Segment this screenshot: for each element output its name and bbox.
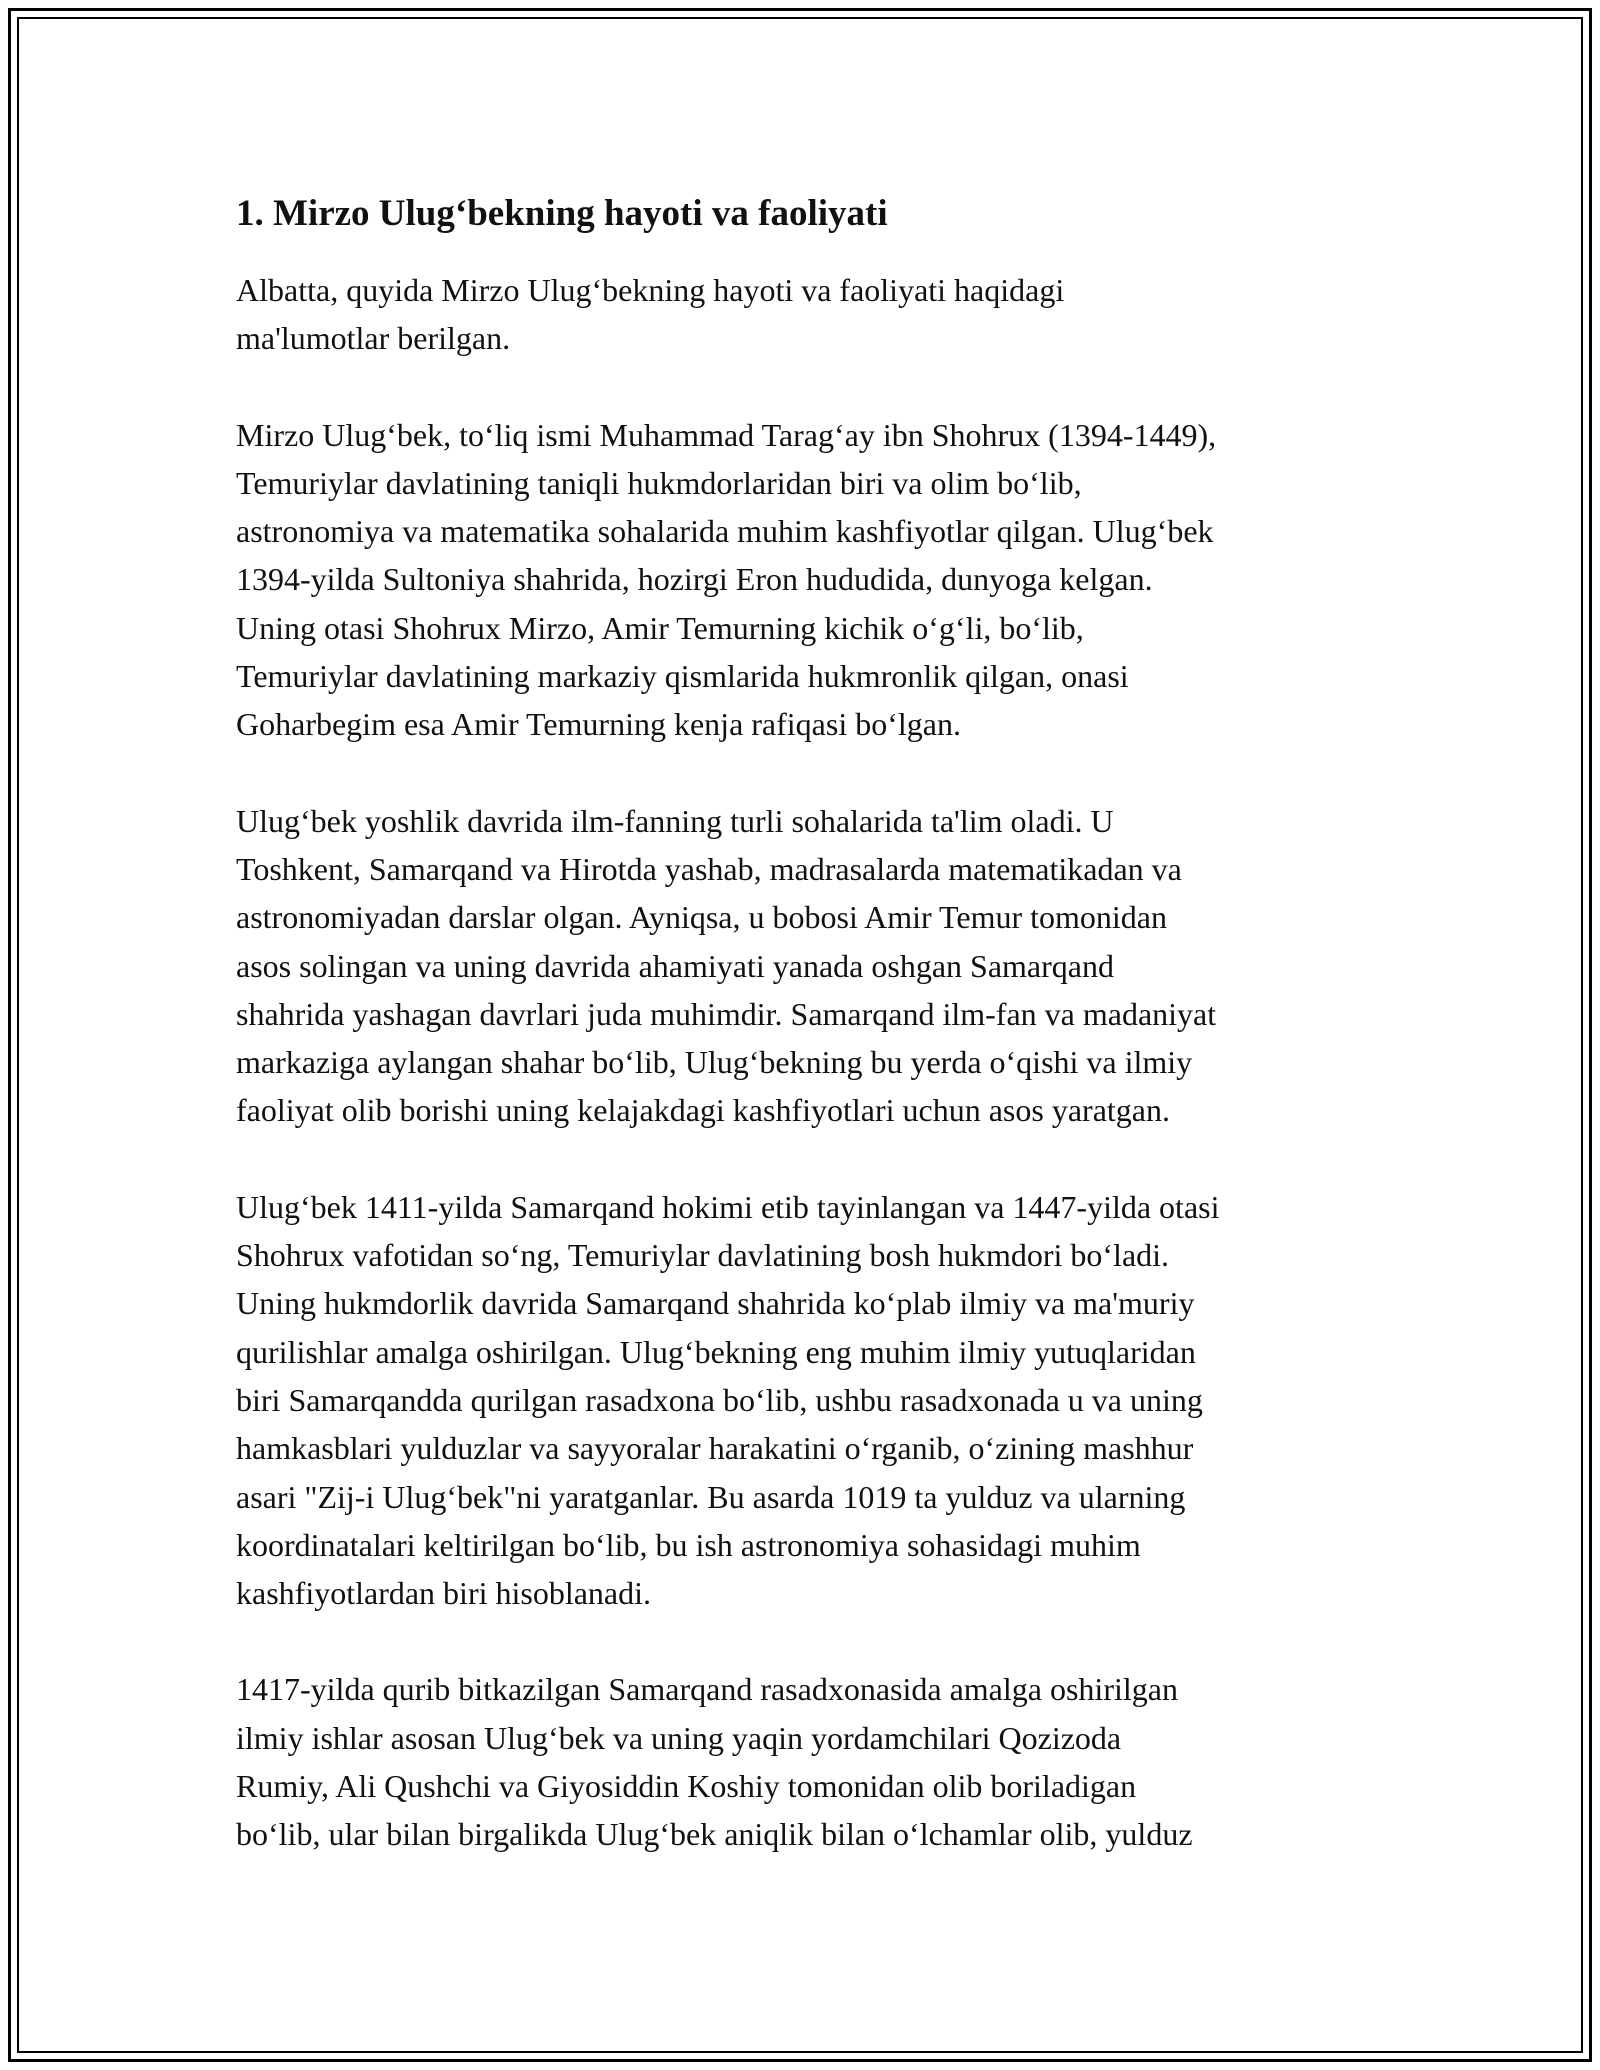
paragraph-intro bbox=[236, 266, 1376, 363]
text-line: shahrida yashagan davrlari juda muhimdir. Samarqand ilm-fan va madaniyat bbox=[236, 995, 1217, 1032]
text-line: koordinatalari keltirilgan bo‘lib, bu ish astronomiya sohasidagi muhim bbox=[236, 1526, 1141, 1563]
text-line: Toshkent, Samarqand va Hirotda yashab, madrasalarda matematikadan va bbox=[236, 850, 1182, 887]
text-line: asos solingan va uning davrida ahamiyati yanada oshgan Samarqand bbox=[236, 947, 1114, 984]
document-title: 1. Mirzo Ulug‘bekning hayoti va faoliyati bbox=[236, 193, 888, 234]
text-line: Uning hukmdorlik davrida Samarqand shahrida ko‘plab ilmiy va ma'muriy bbox=[236, 1285, 1195, 1322]
text-line: kashfiyotlardan biri hisoblanadi. bbox=[236, 1575, 652, 1612]
paragraph-observatory bbox=[236, 1665, 1376, 1858]
text-line: 1417-yilda qurib bitkazilgan Samarqand rasadxonasida amalga oshirilgan bbox=[236, 1671, 1178, 1708]
text-line: Shohrux vafotidan so‘ng, Temuriylar davlatining bosh hukmdori bo‘ladi. bbox=[236, 1237, 1170, 1274]
text-line: Ulug‘bek yoshlik davrida ilm-fanning turli sohalarida ta'lim oladi. U bbox=[236, 802, 1114, 839]
paragraph-rule bbox=[236, 1183, 1376, 1618]
text-line: 1394-yilda Sultoniya shahrida, hozirgi Eron hududida, dunyoga kelgan. bbox=[236, 561, 1153, 598]
text-line: Rumiy, Ali Qushchi va Giyosiddin Koshiy tomonidan olib boriladigan bbox=[236, 1768, 1137, 1805]
paragraph-education bbox=[236, 797, 1376, 1135]
text-line: ma'lumotlar berilgan. bbox=[236, 320, 511, 357]
text-line: Mirzo Ulug‘bek, to‘liq ismi Muhammad Tarag‘ay ibn Shohrux (1394-1449), bbox=[236, 416, 1217, 453]
text-line: qurilishlar amalga oshirilgan. Ulug‘bekning eng muhim ilmiy yutuqlaridan bbox=[236, 1333, 1196, 1370]
text-line: astronomiyadan darslar olgan. Ayniqsa, u bobosi Amir Temur tomonidan bbox=[236, 899, 1167, 936]
text-line: Ulug‘bek 1411-yilda Samarqand hokimi etib tayinlangan va 1447-yilda otasi bbox=[236, 1188, 1220, 1225]
text-line: bo‘lib, ular bilan birgalikda Ulug‘bek aniqlik bilan o‘lchamlar olib, yulduz bbox=[236, 1816, 1193, 1853]
text-line: markaziga aylangan shahar bo‘lib, Ulug‘bekning bu yerda o‘qishi va ilmiy bbox=[236, 1044, 1193, 1081]
text-line: faoliyat olib borishi uning kelajakdagi kashfiyotlari uchun asos yaratgan. bbox=[236, 1092, 1170, 1129]
text-line: Temuriylar davlatining markaziy qismlarida hukmronlik qilgan, onasi bbox=[236, 658, 1129, 695]
text-line: Goharbegim esa Amir Temurning kenja rafiqasi bo‘lgan. bbox=[236, 706, 961, 743]
text-line: Uning otasi Shohrux Mirzo, Amir Temurning kichik o‘g‘li, bo‘lib, bbox=[236, 609, 1084, 646]
text-line: ilmiy ishlar asosan Ulug‘bek va uning yaqin yordamchilari Qozizoda bbox=[236, 1719, 1122, 1756]
text-line: asari "Zij-i Ulug‘bek"ni yaratganlar. Bu asarda 1019 ta yulduz va ularning bbox=[236, 1478, 1186, 1515]
text-line: astronomiya va matematika sohalarida muhim kashfiyotlar qilgan. Ulug‘bek bbox=[236, 513, 1214, 550]
text-line: biri Samarqandda qurilgan rasadxona bo‘lib, ushbu rasadxonada u va uning bbox=[236, 1381, 1203, 1418]
text-line: Temuriylar davlatining taniqli hukmdorlaridan biri va olim bo‘lib, bbox=[236, 464, 1082, 501]
text-line: hamkasblari yulduzlar va sayyoralar harakatini o‘rganib, o‘zining mashhur bbox=[236, 1430, 1194, 1467]
text-line: Albatta, quyida Mirzo Ulug‘bekning hayoti va faoliyati haqidagi bbox=[236, 272, 1065, 308]
paragraph-biography bbox=[236, 411, 1376, 749]
document-body bbox=[236, 188, 1376, 1907]
